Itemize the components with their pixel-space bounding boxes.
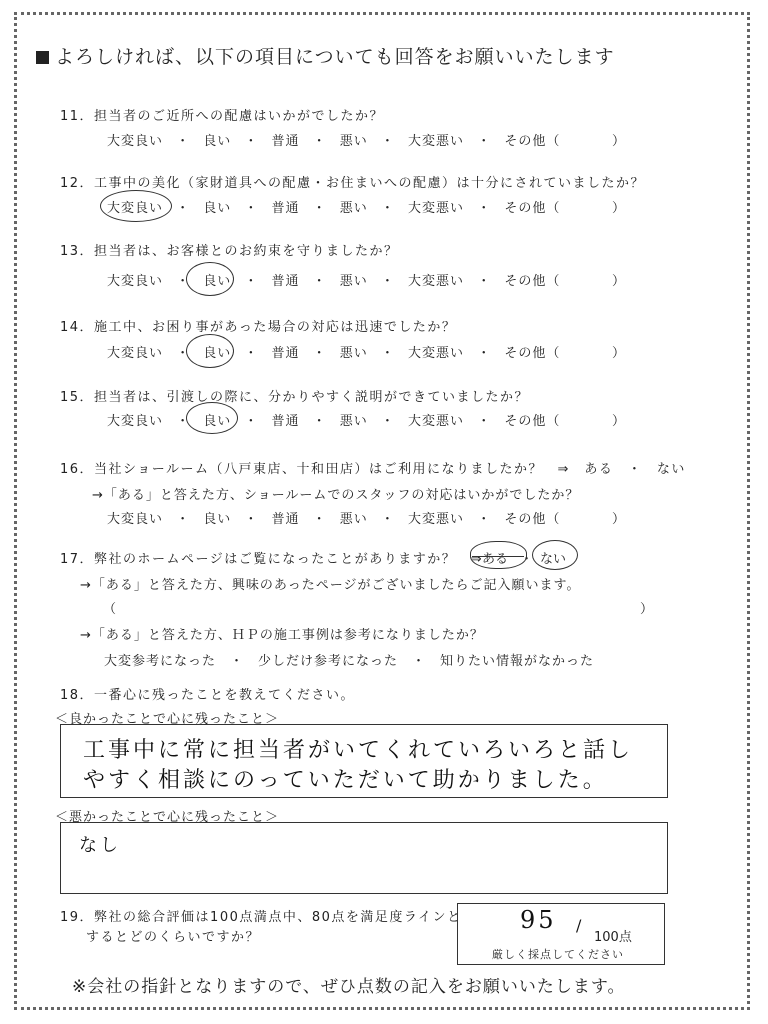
q17-yes: ある bbox=[482, 552, 509, 567]
q14-answer-circle bbox=[186, 334, 234, 368]
question-16: 16．当社ショールーム（八戸東店、十和田店）はご利用になりましたか？ ⇒ ある ・ ない bbox=[60, 462, 686, 477]
q16-followup: →「ある」と答えた方、ショールームでのスタッフの対応はいかがでしたか？ bbox=[92, 488, 580, 503]
q12-answer-circle bbox=[100, 190, 172, 222]
q17-yes-circle bbox=[470, 541, 527, 569]
q18-bad-answer-box bbox=[60, 822, 668, 894]
q17-no-circle bbox=[532, 540, 578, 570]
q17-paren-open: （ bbox=[103, 602, 117, 617]
q17-yes-strike bbox=[472, 556, 524, 557]
q16-options: 大変良い ・ 良い ・ 普通 ・ 悪い ・ 大変悪い ・ その他（ bbox=[107, 512, 561, 527]
q15-options: 大変良い ・ 良い ・ 普通 ・ 悪い ・ 大変悪い ・ その他（ bbox=[107, 414, 561, 429]
q13-paren-close: ） bbox=[612, 274, 626, 289]
question-17: 17．弊社のホームページはご覧になったことがありますか？ ⇒ bbox=[60, 552, 484, 567]
q18-good-line-2: やすく相談にのっていただいて助かりました。 bbox=[83, 768, 608, 793]
q17-followup-1: →「ある」と答えた方、興味のあったページがございましたらご記入願います。 bbox=[80, 578, 581, 593]
q11-paren-close: ） bbox=[612, 134, 626, 149]
footer-note: ※会社の指針となりますので、ぜひ点数の記入をお願いいたします。 bbox=[72, 977, 626, 997]
question-19-line-1: 19．弊社の総合評価は100点満点中、80点を満足度ラインと bbox=[60, 910, 462, 925]
question-12: 12．工事中の美化（家財道具への配慮・お住まいへの配慮）は十分にされていましたか？ bbox=[60, 176, 646, 191]
page-title bbox=[36, 42, 615, 69]
q18-good-answer-box bbox=[60, 724, 668, 798]
score-note: 厳しく採点してください bbox=[492, 948, 624, 961]
score-slash: / bbox=[576, 916, 585, 935]
question-13: 13．担当者は、お客様とのお約束を守りましたか？ bbox=[60, 244, 399, 259]
q17-options: 大変参考になった ・ 少しだけ参考になった ・ 知りたい情報がなかった bbox=[104, 654, 595, 669]
q16-paren-close: ） bbox=[612, 512, 626, 527]
q17-followup-2: →「ある」と答えた方、ＨＰの施工事例は参考になりましたか？ bbox=[80, 628, 484, 643]
page-title-text: よろしければ、以下の項目についても回答をお願いいたします bbox=[55, 46, 615, 68]
q12-options: 大変良い ・ 良い ・ 普通 ・ 悪い ・ 大変悪い ・ その他（ bbox=[107, 201, 561, 216]
score-max: 100点 bbox=[594, 930, 632, 945]
question-14: 14．施工中、お困り事があった場合の対応は迅速でしたか？ bbox=[60, 320, 457, 335]
q14-paren-close: ） bbox=[612, 346, 626, 361]
q14-options: 大変良い ・ 良い ・ 普通 ・ 悪い ・ 大変悪い ・ その他（ bbox=[107, 346, 561, 361]
question-19-line-2: するとどのくらいですか？ bbox=[86, 930, 261, 945]
q17-no: ない bbox=[540, 552, 567, 567]
q18-good-line-1: 工事中に常に担当者がいてくれていろいろと話し bbox=[83, 738, 634, 763]
question-15: 15．担当者は、引渡しの際に、分かりやすく説明ができていましたか？ bbox=[60, 390, 530, 405]
question-18: 18．一番心に残ったことを教えてください。 bbox=[60, 688, 356, 703]
q18-bad-label: ＜悪かったことで心に残ったこと＞ bbox=[55, 810, 280, 825]
score-box bbox=[457, 903, 665, 965]
q17-separator: ・ bbox=[520, 552, 534, 567]
q13-answer-circle bbox=[186, 262, 234, 296]
q15-answer-circle bbox=[186, 402, 238, 434]
q18-good-label: ＜良かったことで心に残ったこと＞ bbox=[55, 712, 280, 727]
q12-paren-close: ） bbox=[612, 201, 626, 216]
square-bullet-icon bbox=[36, 51, 49, 64]
q18-bad-answer: なし bbox=[79, 835, 121, 856]
q11-options: 大変良い ・ 良い ・ 普通 ・ 悪い ・ 大変悪い ・ その他（ bbox=[107, 134, 561, 149]
q15-paren-close: ） bbox=[612, 414, 626, 429]
q17-paren-close: ） bbox=[640, 602, 654, 617]
question-11: 11．担当者のご近所への配慮はいかがでしたか？ bbox=[60, 109, 385, 124]
q13-options: 大変良い ・ 良い ・ 普通 ・ 悪い ・ 大変悪い ・ その他（ bbox=[107, 274, 561, 289]
score-value: 95 bbox=[520, 906, 557, 934]
